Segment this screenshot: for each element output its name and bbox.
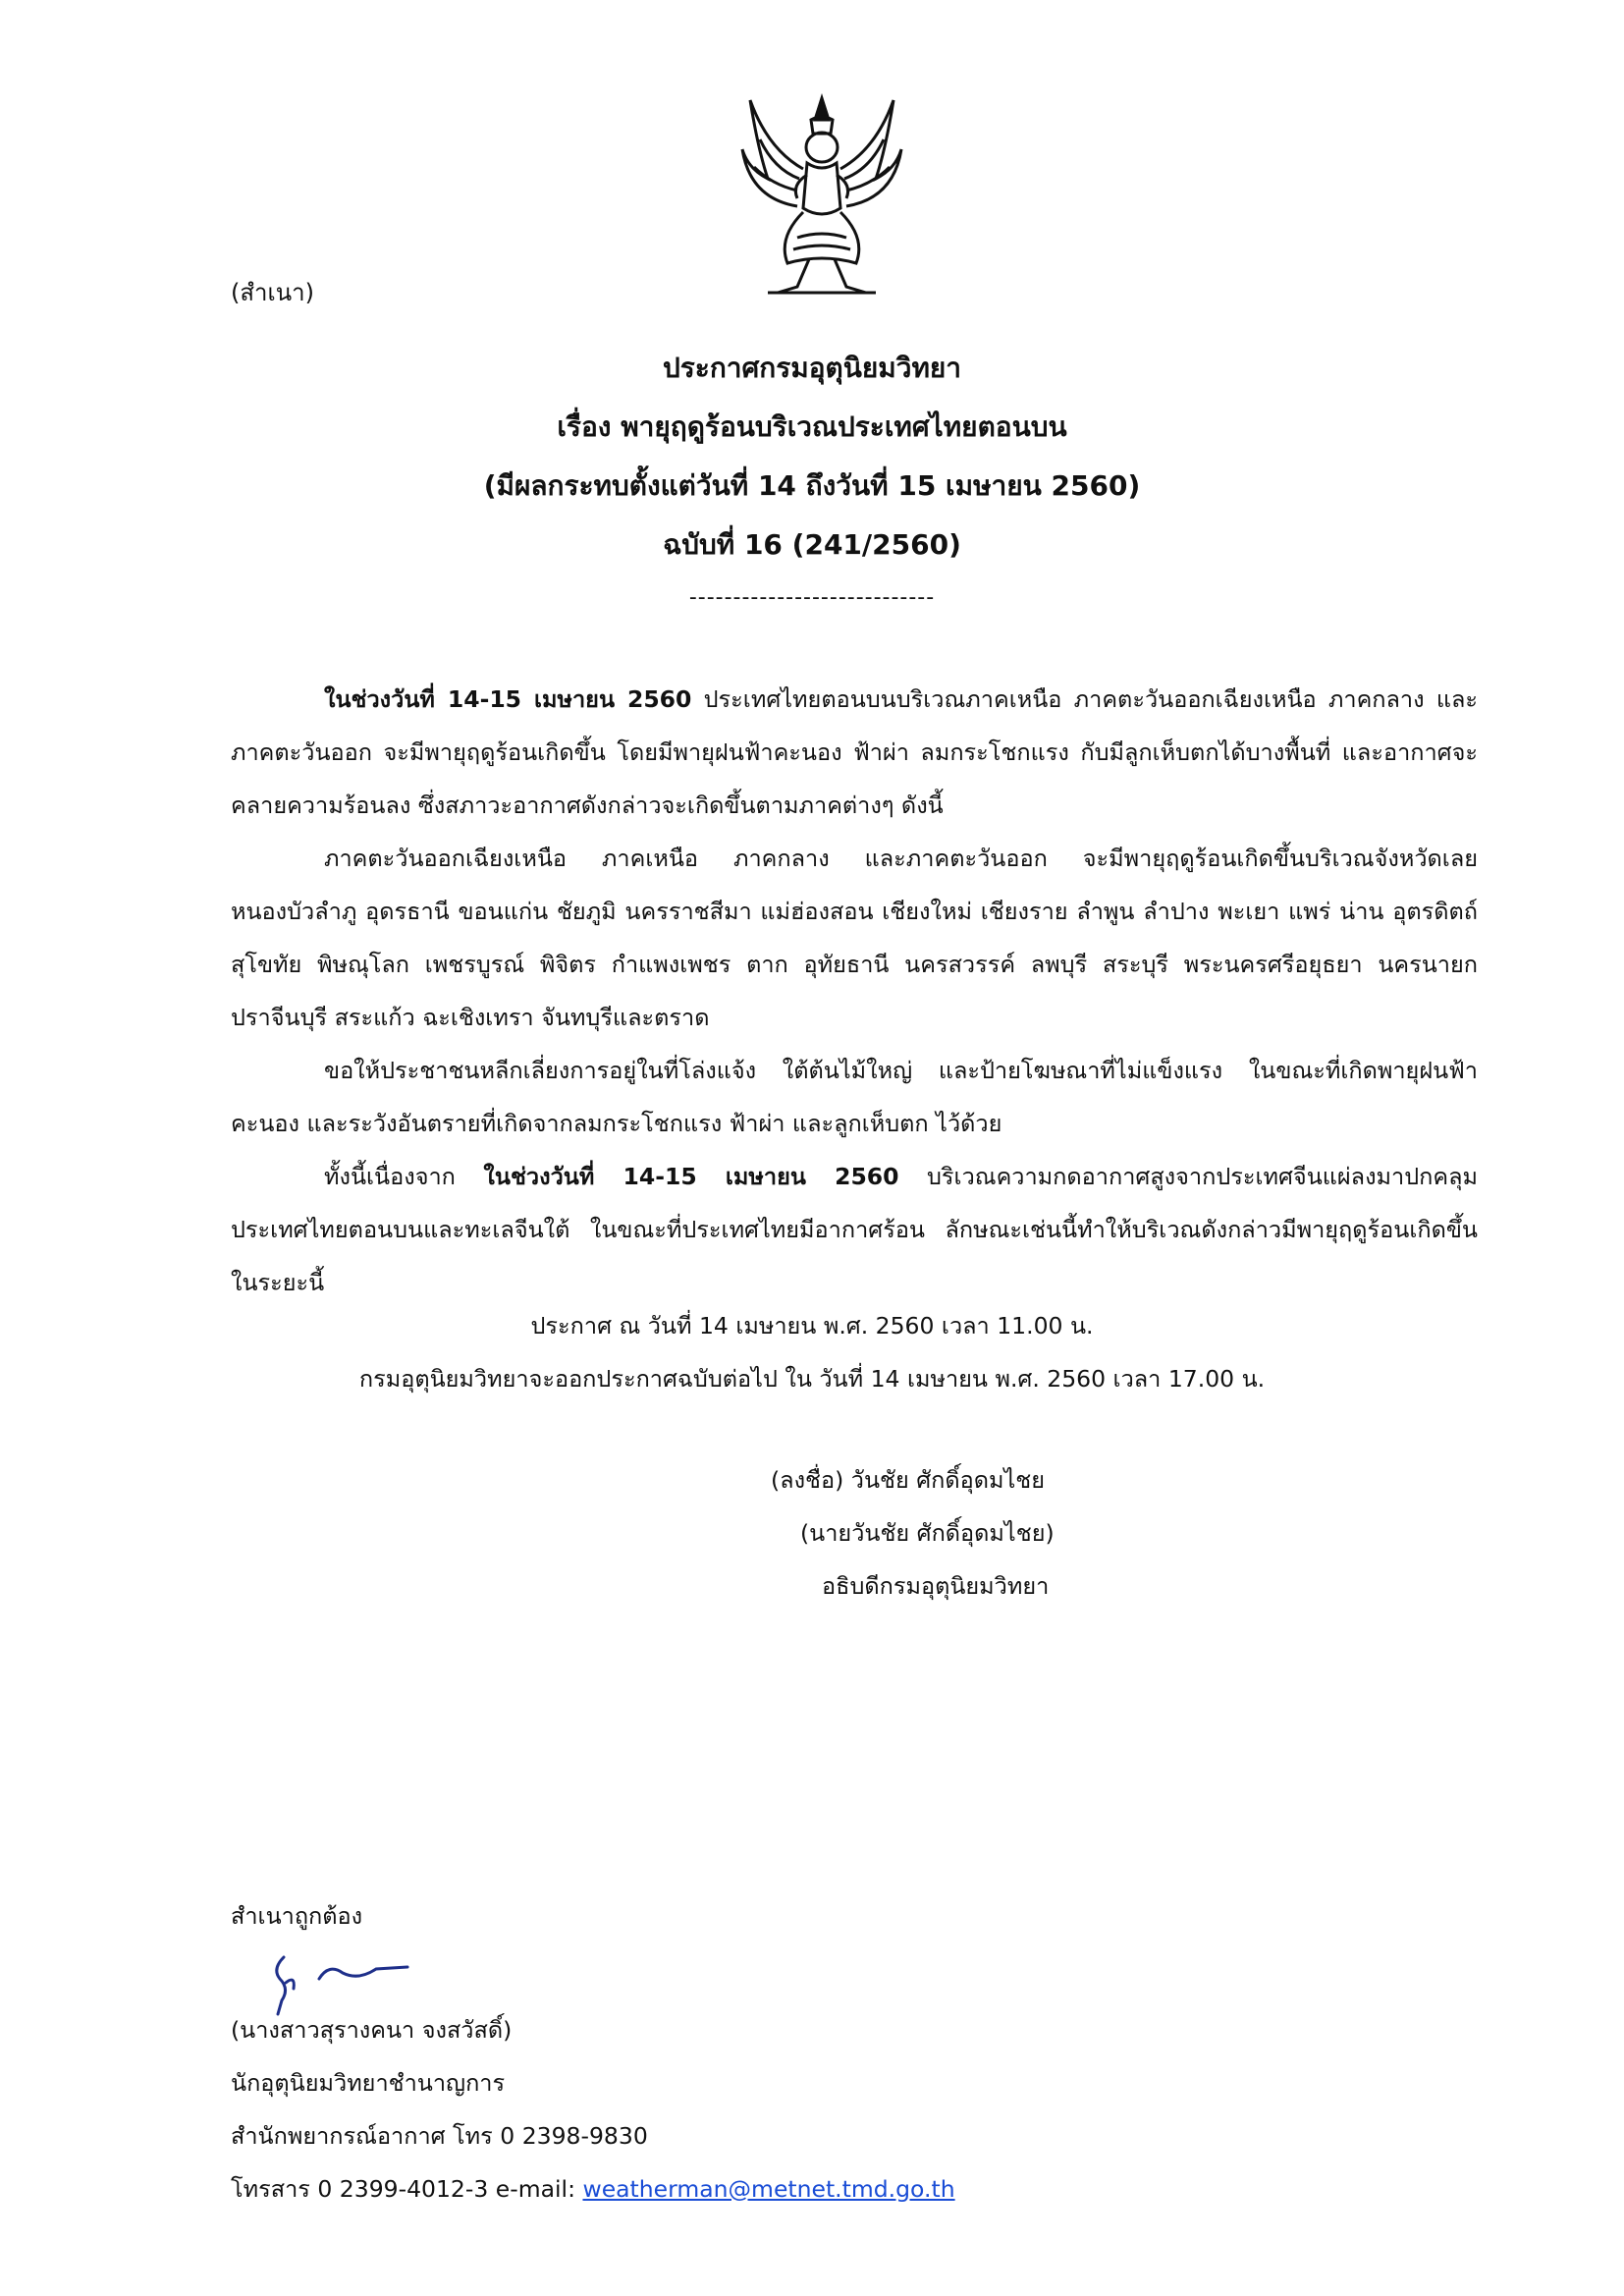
fax-label: โทรสาร 0 2399-4012-3 e-mail: bbox=[231, 2175, 583, 2203]
signer-block bbox=[771, 1453, 1055, 1613]
garuda-emblem-icon bbox=[738, 90, 905, 306]
copy-label: (สำเนา) bbox=[231, 279, 314, 306]
paragraph-1 bbox=[231, 673, 1478, 832]
certifier-position: นักอุตุนิยมวิทยาชำนาญการ bbox=[231, 2069, 506, 2097]
paragraph-4-text: บริเวณความกดอากาศสูงจากประเทศจีนแผ่ลงมาปกคลุมประเทศไทยตอนบนและทะเลจีนใต้ ในขณะที่ประเทศไทยมีอากาศร้อน ลักษณะเช่นนี้ทำให้บริเวณดังกล่าวมีพายุฤดูร้อนเกิดขึ้นในระยะนี้ bbox=[231, 1163, 1478, 1296]
signer-name: (นายวันชัย ศักดิ์อุดมไชย) bbox=[800, 1519, 1055, 1547]
effective-period: (มีผลกระทบตั้งแต่วันที่ 14 ถึงวันที่ 15 เมษายน 2560) bbox=[483, 469, 1141, 502]
certification-block bbox=[231, 2003, 955, 2215]
signer-position: อธิบดีกรมอุตุนิยมวิทยา bbox=[822, 1572, 1050, 1600]
email-link[interactable]: weatherman@metnet.tmd.go.th bbox=[582, 2175, 955, 2203]
issue-number: ฉบับที่ 16 (241/2560) bbox=[663, 528, 961, 561]
paragraph-1-date: ในช่วงวันที่ 14-15 เมษายน 2560 bbox=[324, 685, 692, 713]
document-title: ประกาศกรมอุตุนิยมวิทยา bbox=[662, 352, 962, 384]
announcement-date-block bbox=[0, 1299, 1624, 1405]
divider: ---------------------------- bbox=[688, 585, 936, 610]
next-announcement: กรมอุตุนิยมวิทยาจะออกประกาศฉบับต่อไป ใน วันที่ 14 เมษายน พ.ศ. 2560 เวลา 17.00 น. bbox=[358, 1365, 1266, 1393]
announcement-date: ประกาศ ณ วันที่ 14 เมษายน พ.ศ. 2560 เวลา 11.00 น. bbox=[530, 1312, 1094, 1339]
paragraph-4-date: ในช่วงวันที่ 14-15 เมษายน 2560 bbox=[483, 1163, 899, 1190]
certified-copy-label: สำเนาถูกต้อง bbox=[231, 1902, 363, 1930]
paragraph-4 bbox=[231, 1150, 1478, 1309]
paragraph-4-lead: ทั้งนี้เนื่องจาก bbox=[324, 1163, 484, 1190]
paragraph-2: ภาคตะวันออกเฉียงเหนือ ภาคเหนือ ภาคกลาง และภาคตะวันออก จะมีพายุฤดูร้อนเกิดขึ้นบริเวณจังหวัดเลย หนองบัวลำภู อุดรธานี ขอนแก่น ชัยภูมิ นครราชสีมา แม่ฮ่องสอน เชียงใหม่ เชียงราย ลำพูน ลำปาง พะเยา แพร่ น่าน อุตรดิตถ์ สุโขทัย พิษณุโลก เพชรบูรณ์ พิจิตร กำแพงเพชร ตาก อุทัยธานี นครสวรรค์ ลพบุรี สระบุรี พระนครศรีอยุธยา นครนายก ปราจีนบุรี สระแก้ว ฉะเชิงเทรา จันทบุรีและตราด bbox=[231, 845, 1478, 1031]
paragraph-3: ขอให้ประชาชนหลีกเลี่ยงการอยู่ในที่โล่งแจ้ง ใต้ต้นไม้ใหญ่ และป้ายโฆษณาที่ไม่แข็งแรง ในขณะที่เกิดพายุฝนฟ้าคะนอง และระวังอันตรายที่เกิดจากลมกระโชกแรง ฟ้าผ่า และลูกเห็บตก ไว้ด้วย bbox=[231, 1057, 1478, 1137]
certifier-contact bbox=[231, 2162, 955, 2215]
announcement-body bbox=[231, 673, 1478, 1309]
certifier-name: (นางสาวสุรางคนา จงสวัสดิ์) bbox=[231, 2016, 513, 2044]
announcement-header bbox=[0, 339, 1624, 618]
document-subject: เรื่อง พายุฤดูร้อนบริเวณประเทศไทยตอนบน bbox=[557, 410, 1067, 443]
paragraph-1-text: ประเทศไทยตอนบนบริเวณภาคเหนือ ภาคตะวันออกเฉียงเหนือ ภาคกลาง และภาคตะวันออก จะมีพายุฤดูร้อนเกิดขึ้น โดยมีพายุฝนฟ้าคะนอง ฟ้าผ่า ลมกระโชกแรง กับมีลูกเห็บตกได้บางพื้นที่ และอากาศจะคลายความร้อนลง ซึ่งสภาวะอากาศดังกล่าวจะเกิดขึ้นตามภาคต่างๆ ดังนี้ bbox=[231, 685, 1479, 819]
certifier-office: สำนักพยากรณ์อากาศ โทร 0 2398-9830 bbox=[231, 2122, 648, 2150]
signer-signed: (ลงชื่อ) วันชัย ศักดิ์อุดมไชย bbox=[771, 1466, 1046, 1494]
